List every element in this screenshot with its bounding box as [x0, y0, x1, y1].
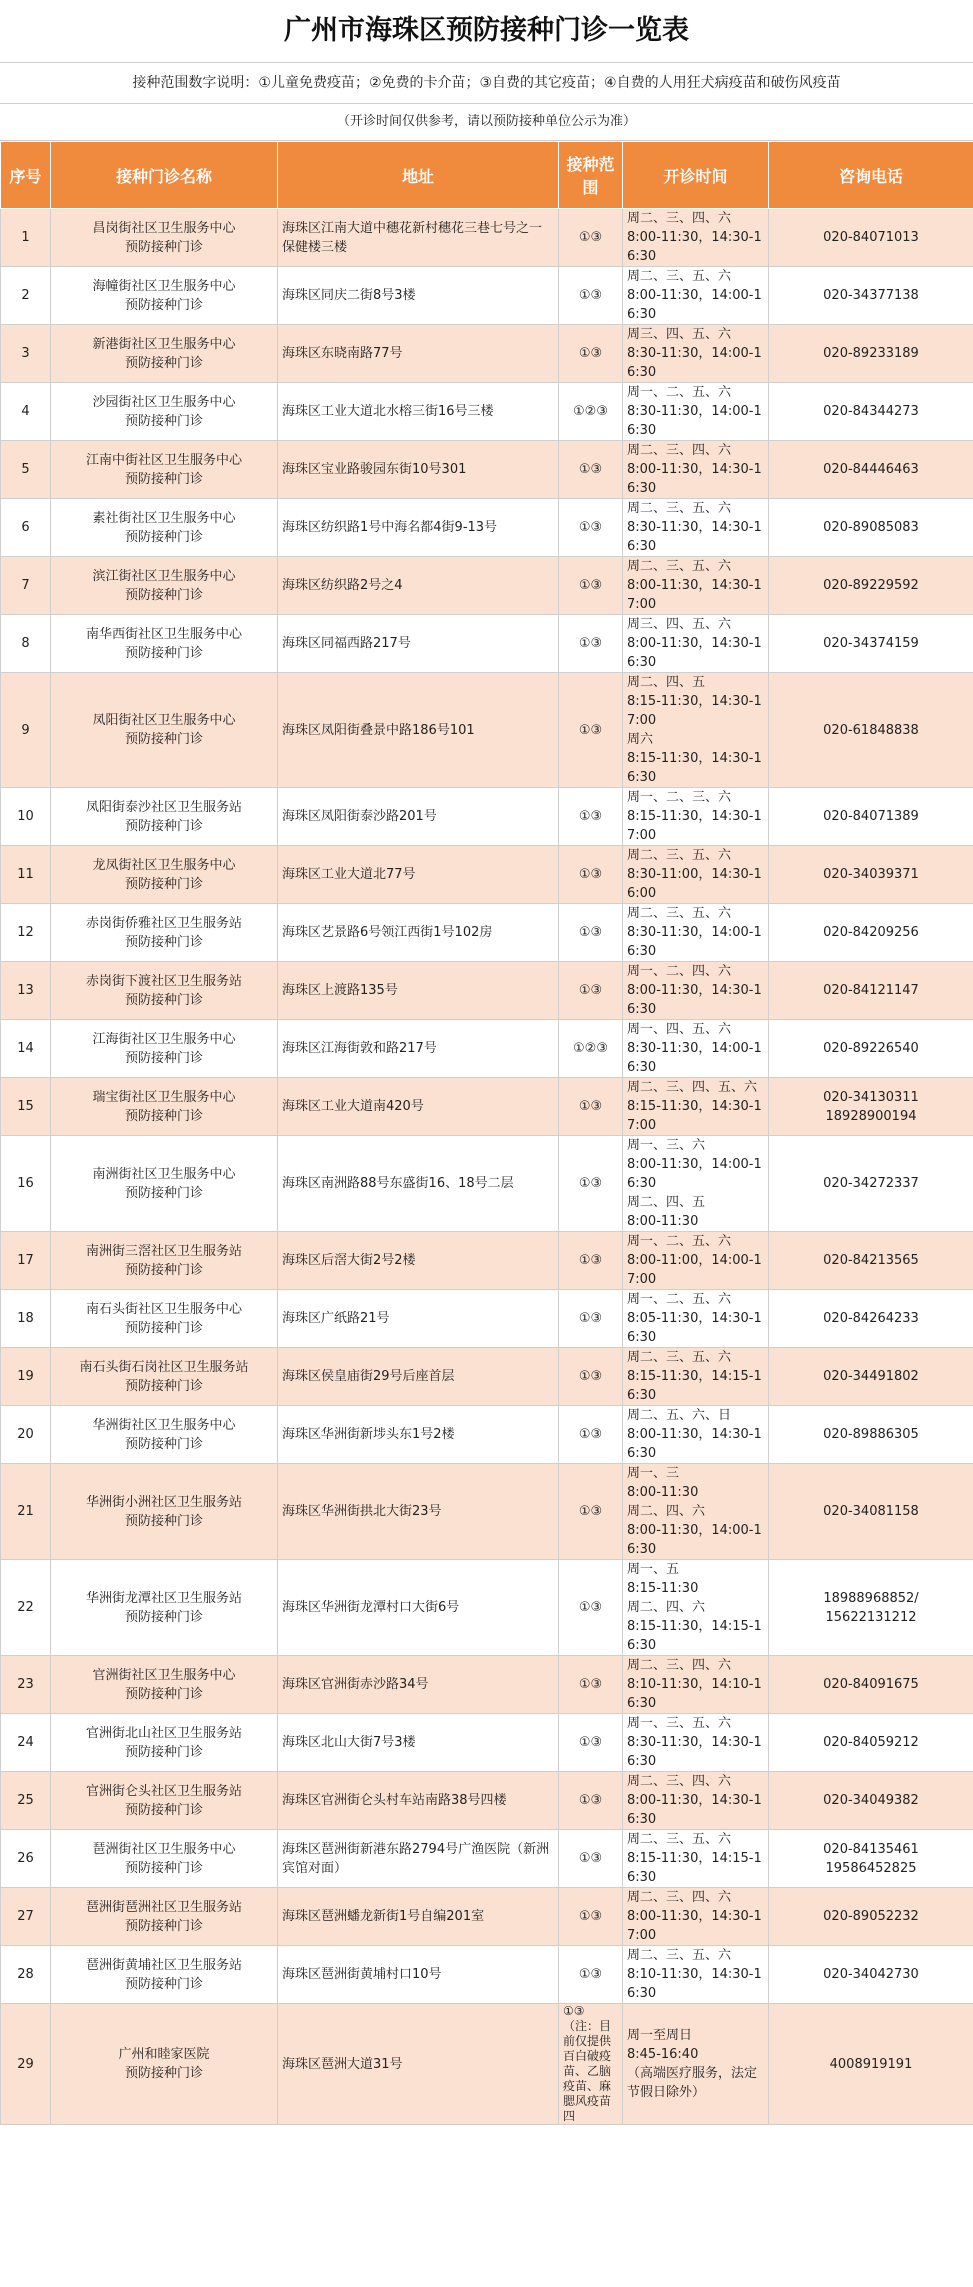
clinic-address: 海珠区宝业路骏园东街10号301: [278, 441, 559, 499]
row-number: 8: [1, 615, 51, 673]
clinic-name: 赤岗街下渡社区卫生服务站 预防接种门诊: [51, 962, 278, 1020]
clinic-address: 海珠区琶洲街新港东路2794号广渔医院（新洲宾馆对面）: [278, 1830, 559, 1888]
table-row: [1, 557, 973, 615]
vaccination-scope: ①③: [559, 499, 623, 557]
row-number: 10: [1, 788, 51, 846]
vaccination-scope: ①③: [559, 1772, 623, 1830]
clinic-address: 海珠区华洲街拱北大街23号: [278, 1464, 559, 1560]
opening-hours: 周二、三、五、六 8:30-11:30，14:30-16:30: [623, 499, 769, 557]
vaccination-scope: ①③: [559, 1136, 623, 1232]
clinic-name: 南石头街石岗社区卫生服务站 预防接种门诊: [51, 1348, 278, 1406]
row-number: 24: [1, 1714, 51, 1772]
table-row: [1, 1406, 973, 1464]
phone-number: 4008919191: [769, 2004, 973, 2125]
opening-hours: 周二、三、四、六 8:00-11:30，14:30-16:30: [623, 209, 769, 267]
clinic-address: 海珠区艺景路6号领江西街1号102房: [278, 904, 559, 962]
vaccination-scope: ①③: [559, 1560, 623, 1656]
phone-number: 020-34272337: [769, 1136, 973, 1232]
opening-hours: 周一、四、五、六 8:30-11:30，14:00-16:30: [623, 1020, 769, 1078]
phone-number: 020-61848838: [769, 673, 973, 788]
table-row: [1, 615, 973, 673]
phone-number: 020-34042730: [769, 1946, 973, 2004]
clinic-name: 华洲街龙潭社区卫生服务站 预防接种门诊: [51, 1560, 278, 1656]
clinic-name: 官洲街北山社区卫生服务站 预防接种门诊: [51, 1714, 278, 1772]
clinic-name: 瑞宝街社区卫生服务中心 预防接种门诊: [51, 1078, 278, 1136]
vaccination-scope: ①③: [559, 1946, 623, 2004]
table-row: [1, 441, 973, 499]
vaccination-scope: ①③: [559, 1656, 623, 1714]
vaccination-scope: ①③: [559, 1232, 623, 1290]
clinic-address: 海珠区同庆二街8号3楼: [278, 267, 559, 325]
row-number: 22: [1, 1560, 51, 1656]
header-no: 序号: [1, 142, 51, 209]
clinic-name: 华洲街社区卫生服务中心 预防接种门诊: [51, 1406, 278, 1464]
row-number: 29: [1, 2004, 51, 2125]
table-row: [1, 1946, 973, 2004]
row-number: 2: [1, 267, 51, 325]
vaccination-scope: ①③: [559, 1888, 623, 1946]
clinic-name: 琶洲街社区卫生服务中心 预防接种门诊: [51, 1830, 278, 1888]
phone-number: 020-34491802: [769, 1348, 973, 1406]
opening-hours: 周一、二、四、六 8:00-11:30，14:30-16:30: [623, 962, 769, 1020]
table-row: [1, 1078, 973, 1136]
clinic-address: 海珠区侯皇庙街29号后座首层: [278, 1348, 559, 1406]
opening-hours: 周二、三、五、六 8:00-11:30，14:00-16:30: [623, 267, 769, 325]
clinic-name: 南华西街社区卫生服务中心 预防接种门诊: [51, 615, 278, 673]
opening-hours: 周三、四、五、六 8:30-11:30，14:00-16:30: [623, 325, 769, 383]
opening-hours: 周一、三 8:00-11:30 周二、四、六 8:00-11:30，14:00-16:30: [623, 1464, 769, 1560]
phone-number: 020-84344273: [769, 383, 973, 441]
opening-hours: 周二、三、五、六 8:10-11:30，14:30-16:30: [623, 1946, 769, 2004]
clinic-address: 海珠区凤阳街叠景中路186号101: [278, 673, 559, 788]
clinic-name: 广州和睦家医院 预防接种门诊: [51, 2004, 278, 2125]
clinic-name: 琶洲街琶洲社区卫生服务站 预防接种门诊: [51, 1888, 278, 1946]
row-number: 4: [1, 383, 51, 441]
vaccination-scope: ①③ （注：目前仅提供百白破疫苗、乙脑疫苗、麻腮风疫苗四: [559, 2004, 623, 2125]
table-row: [1, 383, 973, 441]
vaccination-scope: ①③: [559, 325, 623, 383]
phone-number: 020-84209256: [769, 904, 973, 962]
phone-number: 020-84059212: [769, 1714, 973, 1772]
clinic-address: 海珠区江海街敦和路217号: [278, 1020, 559, 1078]
clinic-address: 海珠区琶洲蟠龙新街1号自编201室: [278, 1888, 559, 1946]
vaccination-scope: ①②③: [559, 383, 623, 441]
table-row: [1, 1888, 973, 1946]
clinic-name: 赤岗街侨雅社区卫生服务站 预防接种门诊: [51, 904, 278, 962]
vaccination-scope: ①③: [559, 673, 623, 788]
clinic-name: 江海街社区卫生服务中心 预防接种门诊: [51, 1020, 278, 1078]
vaccination-scope: ①③: [559, 267, 623, 325]
table-header-row: [1, 142, 973, 209]
phone-number: 020-34374159: [769, 615, 973, 673]
vaccination-scope: ①②③: [559, 1020, 623, 1078]
clinic-address: 海珠区工业大道北77号: [278, 846, 559, 904]
page-title: 广州市海珠区预防接种门诊一览表: [0, 0, 973, 63]
row-number: 25: [1, 1772, 51, 1830]
table-row: [1, 1830, 973, 1888]
phone-number: 020-84121147: [769, 962, 973, 1020]
clinic-name: 官洲街仑头社区卫生服务站 预防接种门诊: [51, 1772, 278, 1830]
phone-number: 020-84264233: [769, 1290, 973, 1348]
phone-number: 020-34039371: [769, 846, 973, 904]
opening-hours: 周二、三、五、六 8:30-11:30，14:00-16:30: [623, 904, 769, 962]
phone-number: 020-84213565: [769, 1232, 973, 1290]
opening-hours: 周一、五 8:15-11:30 周二、四、六 8:15-11:30，14:15-16:30: [623, 1560, 769, 1656]
opening-hours: 周二、三、五、六 8:15-11:30，14:15-16:30: [623, 1348, 769, 1406]
table-row: [1, 2004, 973, 2125]
opening-hours: 周一、三、六 8:00-11:30，14:00-16:30 周二、四、五 8:00-11:30: [623, 1136, 769, 1232]
phone-number: 020-84135461 19586452825: [769, 1830, 973, 1888]
opening-hours: 周二、五、六、日 8:00-11:30，14:30-16:30: [623, 1406, 769, 1464]
row-number: 26: [1, 1830, 51, 1888]
table-row: [1, 1464, 973, 1560]
table-row: [1, 1348, 973, 1406]
vaccination-scope: ①③: [559, 1714, 623, 1772]
clinic-name: 琶洲街黄埔社区卫生服务站 预防接种门诊: [51, 1946, 278, 2004]
opening-hours: 周二、三、五、六 8:30-11:00，14:30-16:00: [623, 846, 769, 904]
clinic-name: 凤阳街泰沙社区卫生服务站 预防接种门诊: [51, 788, 278, 846]
clinic-name: 凤阳街社区卫生服务中心 预防接种门诊: [51, 673, 278, 788]
opening-hours: 周一、二、三、六 8:15-11:30，14:30-17:00: [623, 788, 769, 846]
row-number: 19: [1, 1348, 51, 1406]
opening-hours: 周二、三、四、六 8:10-11:30，14:10-16:30: [623, 1656, 769, 1714]
opening-hours: 周二、三、五、六 8:00-11:30，14:30-17:00: [623, 557, 769, 615]
phone-number: 020-89886305: [769, 1406, 973, 1464]
clinic-address: 海珠区上渡路135号: [278, 962, 559, 1020]
opening-hours: 周二、四、五 8:15-11:30，14:30-17:00 周六 8:15-11:30，14:30-16:30: [623, 673, 769, 788]
opening-hours: 周一、二、五、六 8:30-11:30，14:00-16:30: [623, 383, 769, 441]
header-time: 开诊时间: [623, 142, 769, 209]
row-number: 18: [1, 1290, 51, 1348]
time-note: （开诊时间仅供参考，请以预防接种单位公示为准）: [0, 104, 973, 141]
row-number: 11: [1, 846, 51, 904]
phone-number: 020-34081158: [769, 1464, 973, 1560]
vaccination-scope: ①③: [559, 788, 623, 846]
clinic-name: 南洲街社区卫生服务中心 预防接种门诊: [51, 1136, 278, 1232]
row-number: 16: [1, 1136, 51, 1232]
row-number: 20: [1, 1406, 51, 1464]
header-phone: 咨询电话: [769, 142, 973, 209]
table-row: [1, 209, 973, 267]
clinic-address: 海珠区南洲路88号东盛街16、18号二层: [278, 1136, 559, 1232]
phone-number: 020-84071389: [769, 788, 973, 846]
vaccination-scope: ①③: [559, 1290, 623, 1348]
opening-hours: 周一、三、五、六 8:30-11:30，14:30-16:30: [623, 1714, 769, 1772]
table-row: [1, 904, 973, 962]
clinic-name: 海幢街社区卫生服务中心 预防接种门诊: [51, 267, 278, 325]
opening-hours: 周一、二、五、六 8:00-11:00，14:00-17:00: [623, 1232, 769, 1290]
phone-number: 020-84446463: [769, 441, 973, 499]
table-row: [1, 499, 973, 557]
clinic-address: 海珠区琶洲街黄埔村口10号: [278, 1946, 559, 2004]
clinic-address: 海珠区工业大道北水榕三街16号三楼: [278, 383, 559, 441]
vaccination-scope: ①③: [559, 615, 623, 673]
table-row: [1, 1714, 973, 1772]
clinic-name: 滨江街社区卫生服务中心 预防接种门诊: [51, 557, 278, 615]
table-row: [1, 325, 973, 383]
phone-number: 020-34130311 18928900194: [769, 1078, 973, 1136]
opening-hours: 周二、三、四、六 8:00-11:30，14:30-16:30: [623, 1772, 769, 1830]
clinic-name: 南洲街三滘社区卫生服务站 预防接种门诊: [51, 1232, 278, 1290]
opening-hours: 周二、三、四、六 8:00-11:30，14:30-17:00: [623, 1888, 769, 1946]
table-row: [1, 1656, 973, 1714]
phone-number: 020-89233189: [769, 325, 973, 383]
clinic-address: 海珠区纺织路1号中海名都4街9-13号: [278, 499, 559, 557]
row-number: 7: [1, 557, 51, 615]
vaccination-scope: ①③: [559, 209, 623, 267]
header-range: 接种范围: [559, 142, 623, 209]
clinic-address: 海珠区工业大道南420号: [278, 1078, 559, 1136]
row-number: 9: [1, 673, 51, 788]
opening-hours: 周一、二、五、六 8:05-11:30，14:30-16:30: [623, 1290, 769, 1348]
vaccination-scope: ①③: [559, 1078, 623, 1136]
row-number: 27: [1, 1888, 51, 1946]
row-number: 5: [1, 441, 51, 499]
vaccination-scope: ①③: [559, 1348, 623, 1406]
vaccination-scope: ①③: [559, 1464, 623, 1560]
row-number: 17: [1, 1232, 51, 1290]
clinic-name: 华洲街小洲社区卫生服务站 预防接种门诊: [51, 1464, 278, 1560]
clinic-table: [0, 141, 973, 2125]
opening-hours: 周二、三、四、六 8:00-11:30，14:30-16:30: [623, 441, 769, 499]
clinic-address: 海珠区华洲街龙潭村口大街6号: [278, 1560, 559, 1656]
vaccination-scope: ①③: [559, 441, 623, 499]
phone-number: 020-89085083: [769, 499, 973, 557]
vaccination-scope: ①③: [559, 846, 623, 904]
table-row: [1, 788, 973, 846]
row-number: 12: [1, 904, 51, 962]
clinic-address: 海珠区华洲街新埗头东1号2楼: [278, 1406, 559, 1464]
clinic-name: 沙园街社区卫生服务中心 预防接种门诊: [51, 383, 278, 441]
clinic-address: 海珠区纺织路2号之4: [278, 557, 559, 615]
table-row: [1, 1772, 973, 1830]
clinic-address: 海珠区凤阳街泰沙路201号: [278, 788, 559, 846]
clinic-name: 江南中街社区卫生服务中心 预防接种门诊: [51, 441, 278, 499]
clinic-address: 海珠区后滘大街2号2楼: [278, 1232, 559, 1290]
opening-hours: 周二、三、四、五、六 8:15-11:30，14:30-17:00: [623, 1078, 769, 1136]
clinic-address: 海珠区广纸路21号: [278, 1290, 559, 1348]
vaccination-scope: ①③: [559, 1406, 623, 1464]
table-row: [1, 846, 973, 904]
row-number: 3: [1, 325, 51, 383]
clinic-address: 海珠区琶洲大道31号: [278, 2004, 559, 2125]
clinic-address: 海珠区北山大街7号3楼: [278, 1714, 559, 1772]
header-address: 地址: [278, 142, 559, 209]
row-number: 14: [1, 1020, 51, 1078]
row-number: 1: [1, 209, 51, 267]
opening-hours: 周二、三、五、六 8:15-11:30，14:15-16:30: [623, 1830, 769, 1888]
clinic-address: 海珠区官洲街仑头村车站南路38号四楼: [278, 1772, 559, 1830]
table-row: [1, 1020, 973, 1078]
opening-hours: 周三、四、五、六 8:00-11:30，14:30-16:30: [623, 615, 769, 673]
phone-number: 020-34049382: [769, 1772, 973, 1830]
vaccination-scope: ①③: [559, 1830, 623, 1888]
header-name: 接种门诊名称: [51, 142, 278, 209]
clinic-name: 南石头街社区卫生服务中心 预防接种门诊: [51, 1290, 278, 1348]
phone-number: 020-84091675: [769, 1656, 973, 1714]
phone-number: 020-84071013: [769, 209, 973, 267]
phone-number: 18988968852/ 15622131212: [769, 1560, 973, 1656]
clinic-name: 昌岗街社区卫生服务中心 预防接种门诊: [51, 209, 278, 267]
row-number: 15: [1, 1078, 51, 1136]
phone-number: 020-89226540: [769, 1020, 973, 1078]
clinic-name: 龙凤街社区卫生服务中心 预防接种门诊: [51, 846, 278, 904]
table-row: [1, 1232, 973, 1290]
table-row: [1, 1136, 973, 1232]
clinic-name: 素社街社区卫生服务中心 预防接种门诊: [51, 499, 278, 557]
table-row: [1, 1560, 973, 1656]
row-number: 13: [1, 962, 51, 1020]
clinic-name: 官洲街社区卫生服务中心 预防接种门诊: [51, 1656, 278, 1714]
clinic-address: 海珠区同福西路217号: [278, 615, 559, 673]
clinic-name: 新港街社区卫生服务中心 预防接种门诊: [51, 325, 278, 383]
row-number: 28: [1, 1946, 51, 2004]
table-body: [1, 209, 973, 2125]
row-number: 21: [1, 1464, 51, 1560]
phone-number: 020-89229592: [769, 557, 973, 615]
table-row: [1, 267, 973, 325]
phone-number: 020-89052232: [769, 1888, 973, 1946]
table-row: [1, 1290, 973, 1348]
clinic-address: 海珠区江南大道中穗花新村穗花三巷七号之一保健楼三楼: [278, 209, 559, 267]
clinic-address: 海珠区官洲街赤沙路34号: [278, 1656, 559, 1714]
vaccination-scope: ①③: [559, 557, 623, 615]
table-row: [1, 673, 973, 788]
row-number: 6: [1, 499, 51, 557]
opening-hours: 周一至周日 8:45-16:40 （高端医疗服务，法定节假日除外）: [623, 2004, 769, 2125]
table-row: [1, 962, 973, 1020]
scope-note: 接种范围数字说明：①儿童免费疫苗；②免费的卡介苗；③自费的其它疫苗；④自费的人用狂犬病疫苗和破伤风疫苗: [0, 63, 973, 104]
phone-number: 020-34377138: [769, 267, 973, 325]
vaccination-scope: ①③: [559, 962, 623, 1020]
row-number: 23: [1, 1656, 51, 1714]
vaccination-scope: ①③: [559, 904, 623, 962]
clinic-address: 海珠区东晓南路77号: [278, 325, 559, 383]
